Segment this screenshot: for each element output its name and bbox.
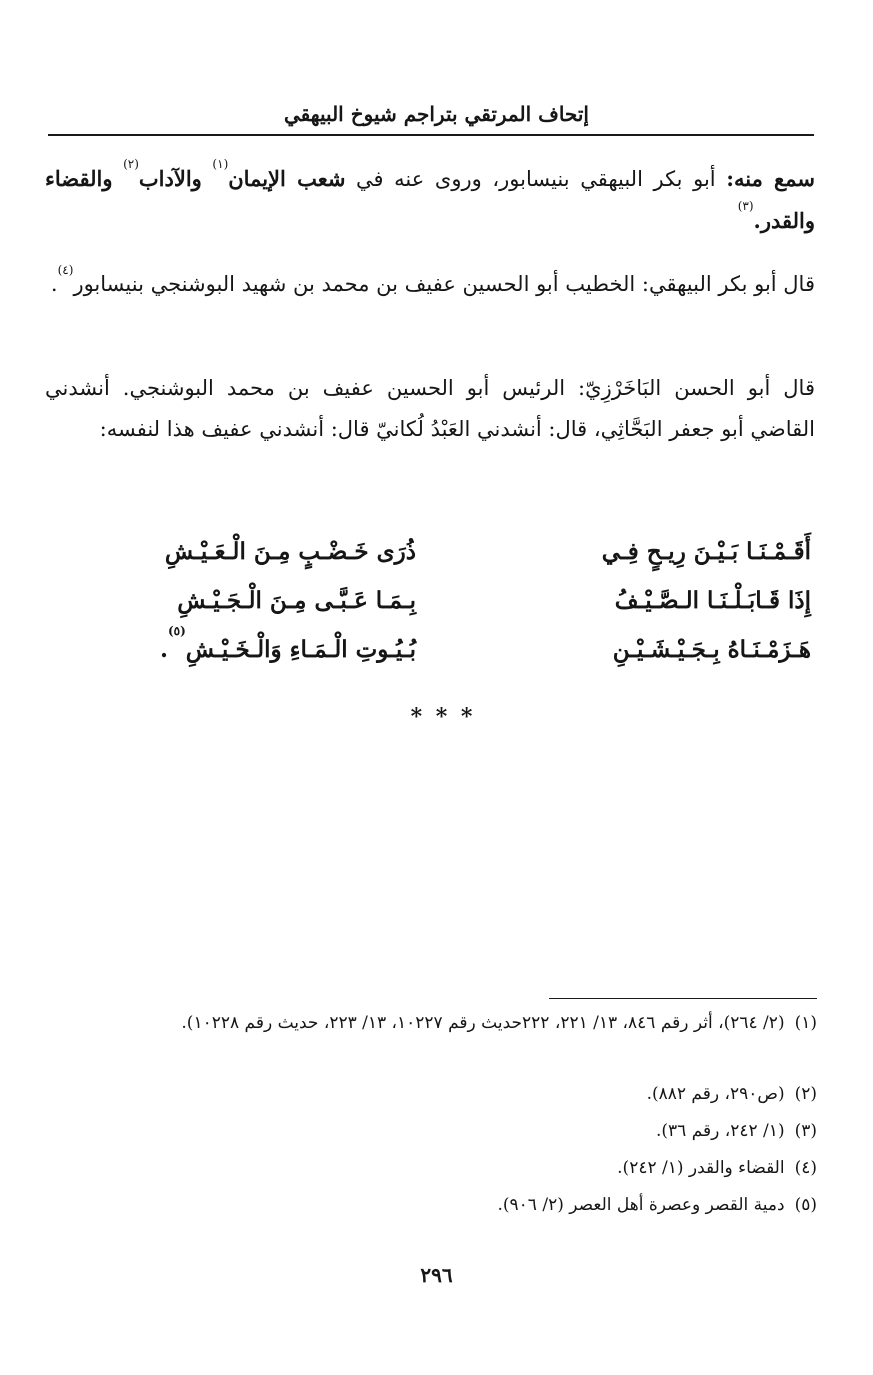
footnote-text: دمية القصر وعصرة أهل العصر (٢/ ٩٠٦).	[497, 1195, 785, 1215]
footnote-number: (١)	[794, 1013, 817, 1033]
poem-line	[51, 527, 811, 576]
poem-last-text: بُـيُـوتِ الْـمَـاءِ وَالْـخَـيْـشِ	[185, 636, 416, 663]
footnote-ref-2[interactable]: (٢)	[123, 157, 139, 171]
footnote-ref-1[interactable]: (١)	[212, 157, 229, 171]
heard-from-label: سمع منه:	[726, 166, 815, 191]
poem-first-hemistich: إِذَا قَـابَـلْـنَـا الـصَّـيْـفُ	[614, 587, 811, 614]
poem-second-hemistich-last	[51, 625, 416, 674]
poem-block	[51, 527, 811, 674]
bayhaqi-quote-text: قال أبو بكر البيهقي: الخطيب أبو الحسين عفيف بن محمد بن شهيد البوشنجي بنيسابور	[73, 272, 815, 296]
paragraph-bakharzi-quote	[45, 368, 815, 450]
footnote-number: (٢)	[794, 1084, 817, 1104]
footnote-number: (٥)	[794, 1195, 817, 1215]
running-header-title: إتحاف المرتقي بتراجم شيوخ البيهقي	[284, 102, 589, 126]
poem-first-hemistich: هَـزَمْـنَـاهُ بِـجَـيْـشَـيْـنِ	[612, 636, 811, 663]
footnote-text: (٢/ ٢٦٤)، أثر رقم ٨٤٦، ١٣/ ٢٢١، ٢٢٢حديث رقم ١٠٢٢٧، ١٣/ ٢٢٣، حديث رقم ١٠٢٢٨).	[181, 1013, 785, 1033]
header-divider	[48, 134, 814, 136]
footnote-text: القضاء والقدر (١/ ٢٤٢).	[617, 1158, 785, 1178]
book-title-adab: والآداب	[138, 166, 202, 191]
footnote-divider	[549, 998, 817, 999]
footnote-item	[47, 1152, 817, 1185]
poem-line	[51, 625, 811, 674]
page-number: ٢٩٦	[420, 1263, 453, 1287]
footnote-ref-4[interactable]: (٤)	[57, 263, 74, 277]
section-separator: * * *	[410, 704, 476, 730]
footnote-ref-5[interactable]: (٥)	[167, 624, 186, 638]
book-title-qada: والقضاء والقدر.	[45, 166, 815, 233]
paragraph-bayhaqi-quote	[45, 264, 815, 305]
bakharzi-quote-text: قال أبو الحسن البَاخَرْزِيّ: الرئيس أبو الحسين عفيف بن محمد البوشنجي. أنشدني القاضي أبو جعفر البَحَّاثِي، قال: أنشدني العَبْدُ لُكانيّ قال: أنشدني عفيف هذا لنفسه:	[45, 376, 815, 441]
footnote-item	[47, 1007, 817, 1040]
footnote-item	[47, 1078, 817, 1111]
footnote-ref-3[interactable]: (٣)	[737, 199, 754, 213]
footnote-item	[47, 1189, 817, 1222]
footnote-text: (١/ ٢٤٢، رقم ٣٦).	[655, 1121, 785, 1141]
footnote-number: (٤)	[794, 1158, 817, 1178]
poem-line	[51, 576, 811, 625]
heard-from-text: أبو بكر البيهقي بنيسابور، وروى عنه في	[356, 167, 716, 191]
footnote-item	[47, 1115, 817, 1148]
poem-first-hemistich: أَقَـمْـنَـا بَـيْـنَ رِيـحٍ فِـي	[601, 538, 811, 565]
footnote-text: (ص٢٩٠، رقم ٨٨٢).	[646, 1084, 785, 1104]
book-title-shuab: شعب الإيمان	[228, 166, 346, 191]
footnote-number: (٣)	[794, 1121, 817, 1141]
paragraph-heard-from	[45, 158, 815, 242]
poem-second-hemistich: بِـمَـا عَـبَّـى مِـنَ الْـجَـيْـشِ	[177, 587, 416, 614]
period: .	[159, 636, 168, 663]
period: .	[50, 272, 58, 296]
poem-second-hemistich: ذُرَى خَـضْـبٍ مِـنَ الْـعَـيْـشِ	[164, 538, 416, 565]
